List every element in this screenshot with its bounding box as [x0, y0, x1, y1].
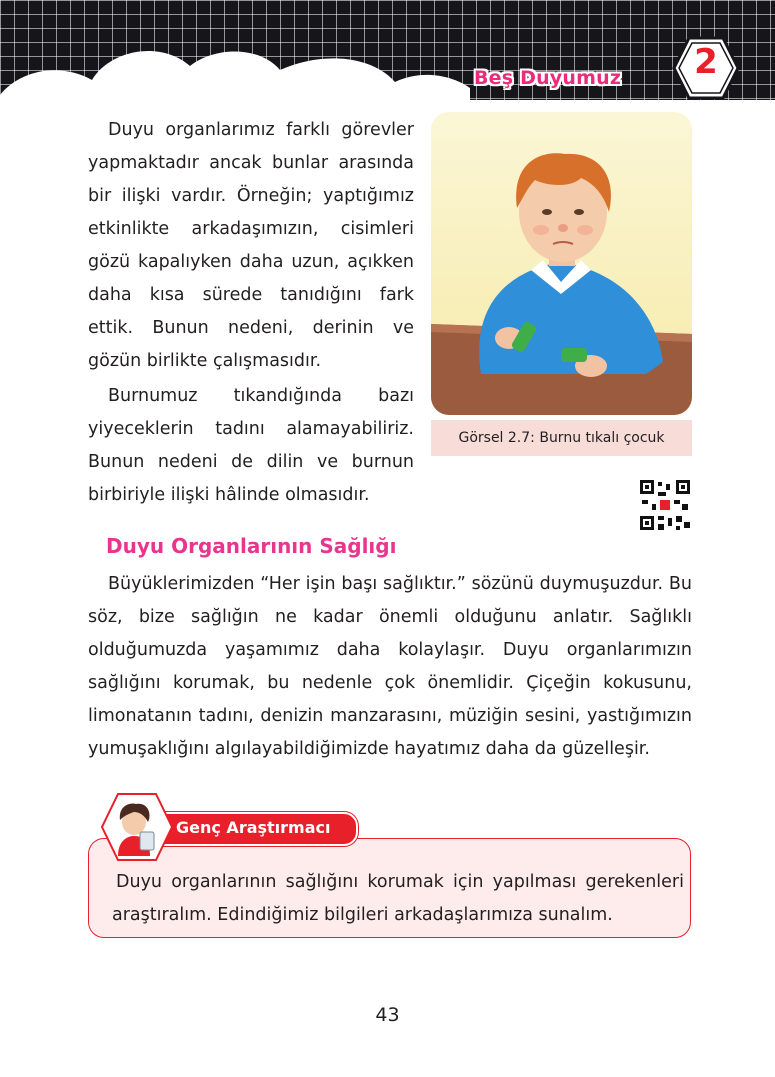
chapter-title: Beş Duyumuz [474, 67, 622, 89]
young-researcher-icon [100, 792, 174, 862]
paragraph-health-of-senses: Büyüklerimizden “Her işin başı sağlıktır.” sözünü duymuşuzdur. Bu söz, bize sağlığın ne kadar önemli olduğunu anlatır. Sağlıklı olduğumuzda yaşamımız daha kolaylaşır. Duyu organlarımızın sağlığını korumak, bu nedenle çok önemlidir. Çiçeğin kokusunu, limonatanın tadını, denizin manzarasını, müziğin sesini, yastığımızın yumuşaklığını algılayabildiğimizde hayatımız daha da güzelleşir. [88, 574, 692, 759]
qr-code-icon[interactable] [638, 478, 692, 532]
research-label: Genç Araştırmacı [176, 818, 331, 837]
page-number: 43 [375, 1004, 400, 1026]
chapter-number: 2 [694, 42, 718, 82]
figure-boy-blocked-nose [431, 112, 692, 415]
research-task-text: Duyu organlarının sağlığını korumak için yapılması gerekenleri araştıralım. Edindiğimiz bilgileri arkadaşlarımıza sunalım. [112, 872, 684, 925]
section-title: Duyu Organlarının Sağlığı [106, 534, 397, 558]
paragraph-senses-relation: Duyu organlarımız farklı görevler yapmaktadır ancak bunlar arasında bir ilişki vardır. Örneğin; yaptığımız etkinlikte arkadaşımızın, cisimleri gözü kapalıyken daha uzun, açıkken daha kısa sürede tanıdığını fark ettik. Bunun nedeni, derinin ve gözün birlikte çalışmasıdır. [88, 120, 414, 371]
paragraph-blocked-nose: Burnumuz tıkandığında bazı yiyeceklerin tadını alamayabiliriz. Bunun nedeni de dilin ve burnun birbiriyle ilişki hâlinde olmasıdır. [88, 386, 414, 505]
figure-caption: Görsel 2.7: Burnu tıkalı çocuk [431, 420, 692, 456]
boy-illustration [431, 112, 692, 415]
